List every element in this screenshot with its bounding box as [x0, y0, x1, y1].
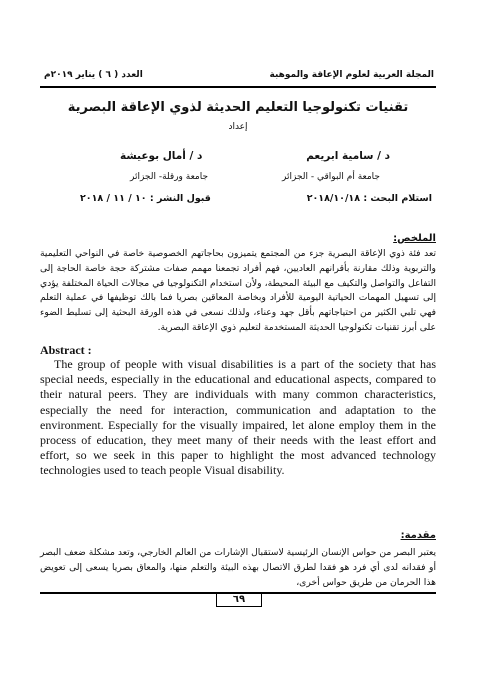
author-second: د / أمال بوعيشة — [120, 150, 203, 162]
arabic-summary-heading: الملخص: — [393, 233, 436, 244]
running-header — [44, 70, 434, 84]
page-number: ٦٩ — [216, 593, 262, 607]
affiliation-second: جامعة ورقلة- الجزائر — [130, 172, 209, 182]
issue-info: العدد ( ٦ ) يناير ٢٠١٩م — [44, 70, 143, 80]
received-date: استلام البحث : ٢٠١٨/١٠/١٨ — [306, 193, 432, 204]
author-names — [60, 150, 420, 164]
affiliation-first: جامعة أم البواقي - الجزائر — [282, 172, 380, 182]
prepared-by-label: إعداد — [228, 122, 248, 132]
submission-dates — [50, 193, 432, 207]
introduction-heading: مقدمة: — [400, 530, 436, 541]
header-rule — [40, 86, 436, 88]
journal-name: المجلة العربية لعلوم الإعاقة والموهبة — [269, 70, 434, 80]
abstract-body: The group of people with visual disabilities is a part of the society that has special needs, especially in the educational and educational aspects, compared to their natural peers. They are individuals with many common characteristics, especially the need for interaction, communication and adaptation to the environment. Especially for the visually impaired, let alone employ them in the process of education, they meet many of their needs with the least effort and effort, so we seek in this paper to highlight the most advanced technology technologies used to teach people Visual disability. — [40, 357, 436, 478]
author-affiliations — [60, 172, 420, 186]
abstract-heading: Abstract : — [40, 343, 92, 357]
author-first: د / سامية ابريعم — [306, 150, 390, 162]
arabic-summary-body: تعد فئة ذوي الإعاقة البصرية جزء من المجتمع يتميزون بحاجاتهم الخصوصية خاصة في النواحي التعليمية والتربوية وذلك مقارنة بأقرانهم العاديين، فهم أفراد تجمعنا مهمم صفات مشتركة حجة خاصة الحاجة إلى التفاعل والتواصل والتكيف مع البيئة المحيطة، ولأن استخدام التكنولوجيا في مجالات الحياة المختلفة يؤدي إلى تسهيل المهمات الحياتية اليومية للأفراد وبخاصة المعاقين بصريا فما بالك توظيفها في عملية التعلم فهي تلبي الكثير من احتياجاتهم بأقل جهد وعناء، ولذلك نسعى في هذه الورقة البحثية إلى تسليط الضوء على أبرز تقنيات تكنولوجيا الحديثة المستخدمة لتعليم ذوي الإعاقة البصرية. — [40, 248, 436, 333]
paper-title: تقنيات تكنولوجيا التعليم الحديثة لذوي الإعاقة البصرية — [67, 100, 409, 115]
introduction-body: يعتبر البصر من حواس الإنسان الرئيسية لاستقبال الإشارات من العالم الخارجي، وتعد مشكلة ضعف البصر أو فقدانه لدى أي فرد هو فقدا لطرق الاتصال بهذه البيئة والتعلم منها، والمعاق بصريا يسعى إلى تعويض هذا الحرمان من طريق حواس أخرى، — [40, 547, 436, 588]
accepted-date: قبول النشر : ١٠ / ١١ / ٢٠١٨ — [80, 193, 211, 204]
